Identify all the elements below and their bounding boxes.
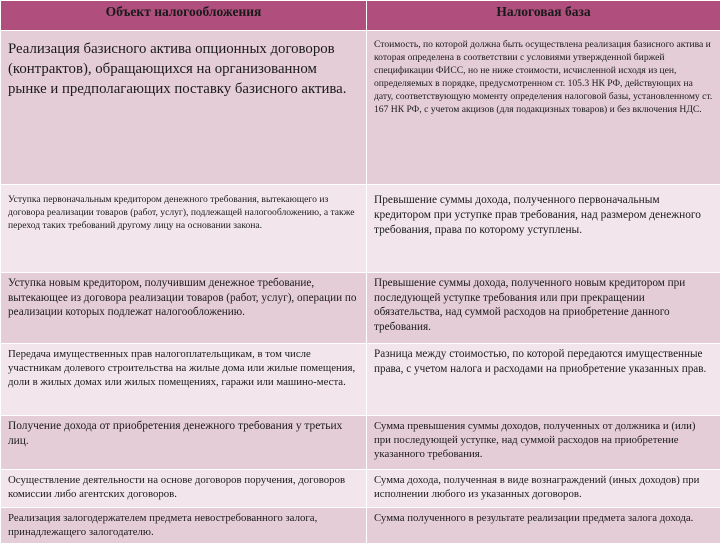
row-base-cell: Разница между стоимостью, по которой передаются имущественные права, с учетом налога и расходами на приобретение указанных прав. — [367, 344, 720, 416]
table-row — [1, 273, 720, 344]
table-row — [1, 185, 720, 273]
row-object-cell: Получение дохода от приобретения денежного требования у третьих лиц. — [1, 416, 367, 470]
table-row — [1, 31, 720, 185]
table-header-row — [1, 1, 720, 31]
row-object-cell: Уступка новым кредитором, получившим денежное требование, вытекающее из договора реализации товаров (работ, услуг), операции по реализации которых подлежат налогообложению. — [1, 273, 367, 344]
row-object-cell: Реализация залогодержателем предмета невостребованного залога, принадлежащего залогодателю. — [1, 508, 367, 544]
table-row — [1, 344, 720, 416]
row-base-cell: Превышение суммы дохода, полученного первоначальным кредитором при уступке прав требования, над размером денежного требования, права по которому уступлены. — [367, 185, 720, 273]
header-object: Объект налогообложения — [1, 1, 367, 31]
row-base-cell: Сумма превышения суммы доходов, полученных от должника и (или) при последующей уступке, над суммой расходов на приобретение указанного требования. — [367, 416, 720, 470]
row-base-cell: Превышение суммы дохода, полученного новым кредитором при последующей уступке требования или при прекращении обязательства, над суммой расходов на приобретение данного требования. — [367, 273, 720, 344]
row-object-cell: Осуществление деятельности на основе договоров поручения, договоров комиссии либо агентских договоров. — [1, 470, 367, 508]
row-object-cell: Уступка первоначальным кредитором денежного требования, вытекающего из договора реализации товаров (работ, услуг), подлежащей налогообложению, а также переход таких требований другому лицу на основании закона. — [1, 185, 367, 273]
row-base-cell: Сумма полученного в результате реализации предмета залога дохода. — [367, 508, 720, 544]
row-base-cell: Стоимость, по которой должна быть осуществлена реализация базисного актива и которая определена в соответствии с условиями утвержденной биржей спецификации ФИСС, но не ниже стоимости, исчисленной исходя из цен, определяемых в порядке, предусмотренном ст. 105.3 НК РФ, действующих на дату, соответствующую моменту определения налоговой базы, установленному ст. 167 НК РФ, с учетом акцизов (для подакцизных товаров) и без включения НДС. — [367, 31, 720, 185]
table-row — [1, 470, 720, 508]
table-row — [1, 416, 720, 470]
row-base-cell: Сумма дохода, полученная в виде вознаграждений (иных доходов) при исполнении любого из указанных договоров. — [367, 470, 720, 508]
header-tax-base: Налоговая база — [367, 1, 720, 31]
table-row — [1, 508, 720, 544]
row-object-cell: Реализация базисного актива опционных договоров (контрактов), обращающихся на организованном рынке и предполагающих поставку базисного актива. — [1, 31, 367, 185]
row-object-cell: Передача имущественных прав налогоплательщикам, в том числе участникам долевого строительства на жилые дома или жилые помещения, доли в жилых домах или жилых помещениях, гаражи или машино-места. — [1, 344, 367, 416]
